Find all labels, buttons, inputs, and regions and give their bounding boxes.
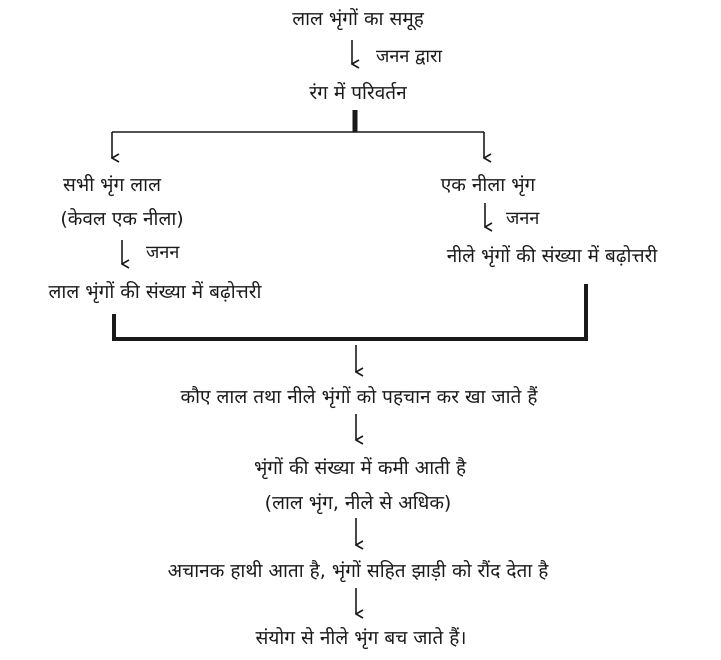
- node-color-change: रंग में परिवर्तन: [309, 82, 407, 104]
- node-start: लाल भृंगों का समूह: [292, 8, 424, 30]
- node-end: संयोग से नीले भृंग बच जाते हैं।: [255, 627, 467, 649]
- node-left-title: सभी भृंग लाल: [63, 174, 161, 196]
- label-right-arrow: जनन: [506, 208, 540, 229]
- label-left-arrow: जनन: [146, 242, 180, 263]
- node-crows: कौए लाल तथा नीले भृंगों को पहचान कर खा जाते हैं: [180, 386, 538, 408]
- node-decrease: भृंगों की संख्या में कमी आती है: [253, 457, 467, 479]
- node-left-result: लाल भृंगों की संख्या में बढ़ोत्तरी: [48, 281, 262, 303]
- node-right-result: नीले भृंगों की संख्या में बढ़ोत्तरी: [446, 245, 658, 267]
- node-elephant: अचानक हाथी आता है, भृंगों सहित झाड़ी को रौंद देता है: [167, 560, 549, 582]
- node-decrease-note: (लाल भृंग, नीले से अधिक): [264, 492, 452, 514]
- label-arrow-reproduction: जनन द्वारा: [376, 46, 443, 67]
- node-left-note: (केवल एक नीला): [60, 208, 184, 230]
- node-right-title: एक नीला भृंग: [440, 174, 536, 196]
